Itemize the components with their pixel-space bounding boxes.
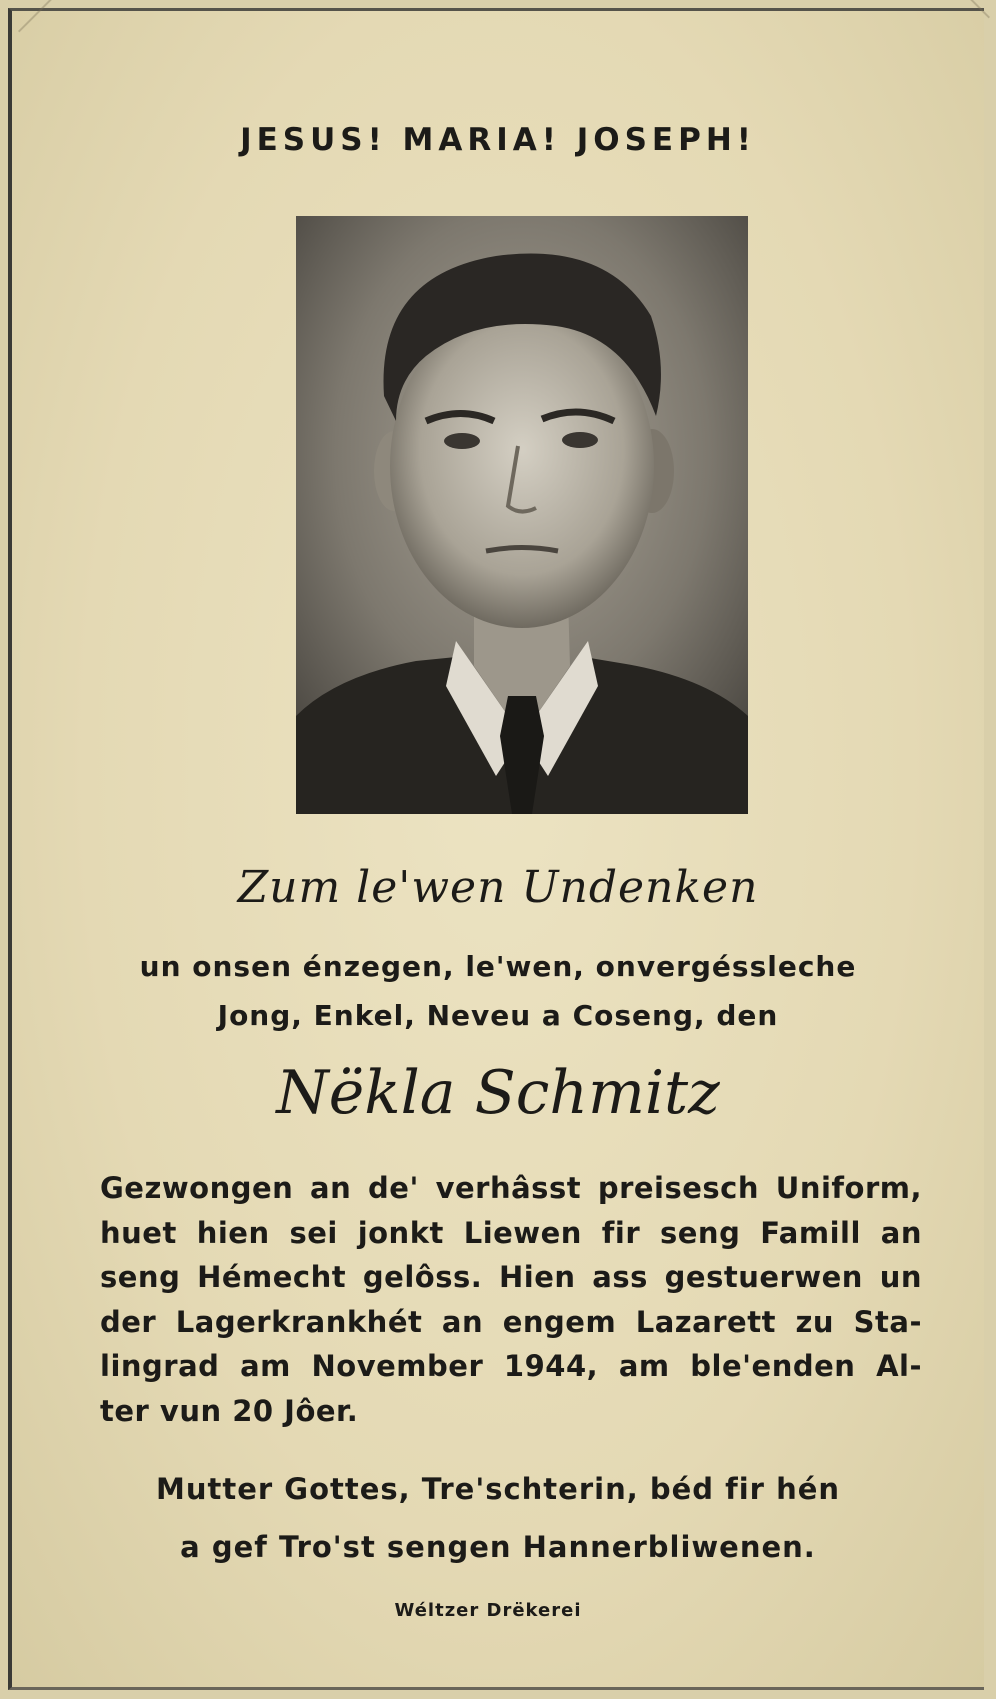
- photo-corner-mark: [904, 0, 990, 61]
- prayer-line: Mutter Gottes, Tre'schterin, béd fir hén: [155, 1472, 841, 1506]
- obituary-line: ter vun 20 Jôer.: [100, 1393, 359, 1428]
- dedication-title: Zum le'wen Undenken: [237, 862, 759, 913]
- prayer-text: [0, 1460, 996, 1576]
- printer-credit: Wéltzer Drëkerei: [394, 1600, 582, 1621]
- heading: JESUS! MARIA! JOSEPH!: [240, 122, 756, 158]
- obituary-line: huet hien sei jonkt Liewen fir seng Famill an: [100, 1215, 922, 1250]
- obituary-text: [100, 1166, 922, 1433]
- intro-line: un onsen énzegen, le'wen, onvergéssleche: [139, 950, 857, 983]
- portrait-photo: [296, 216, 748, 814]
- portrait-image: [296, 216, 748, 814]
- obituary-line: Gezwongen an de' verhâsst preisesch Uniform,: [100, 1171, 922, 1205]
- intro-text: [0, 942, 996, 1040]
- deceased-name: Nëkla Schmitz: [276, 1058, 720, 1128]
- obituary-line: lingrad am November 1944, am ble'enden Al-: [100, 1349, 922, 1383]
- intro-line: Jong, Enkel, Neveu a Coseng, den: [217, 999, 779, 1032]
- photo-corner-mark: [18, 0, 104, 75]
- obituary-line: seng Hémecht gelôss. Hien ass gestuerwen un: [100, 1260, 922, 1294]
- prayer-line: a gef Tro'st sengen Hannerbliwenen.: [180, 1530, 816, 1564]
- obituary-line: der Lagerkrankhét an engem Lazarett zu Sta-: [100, 1304, 922, 1339]
